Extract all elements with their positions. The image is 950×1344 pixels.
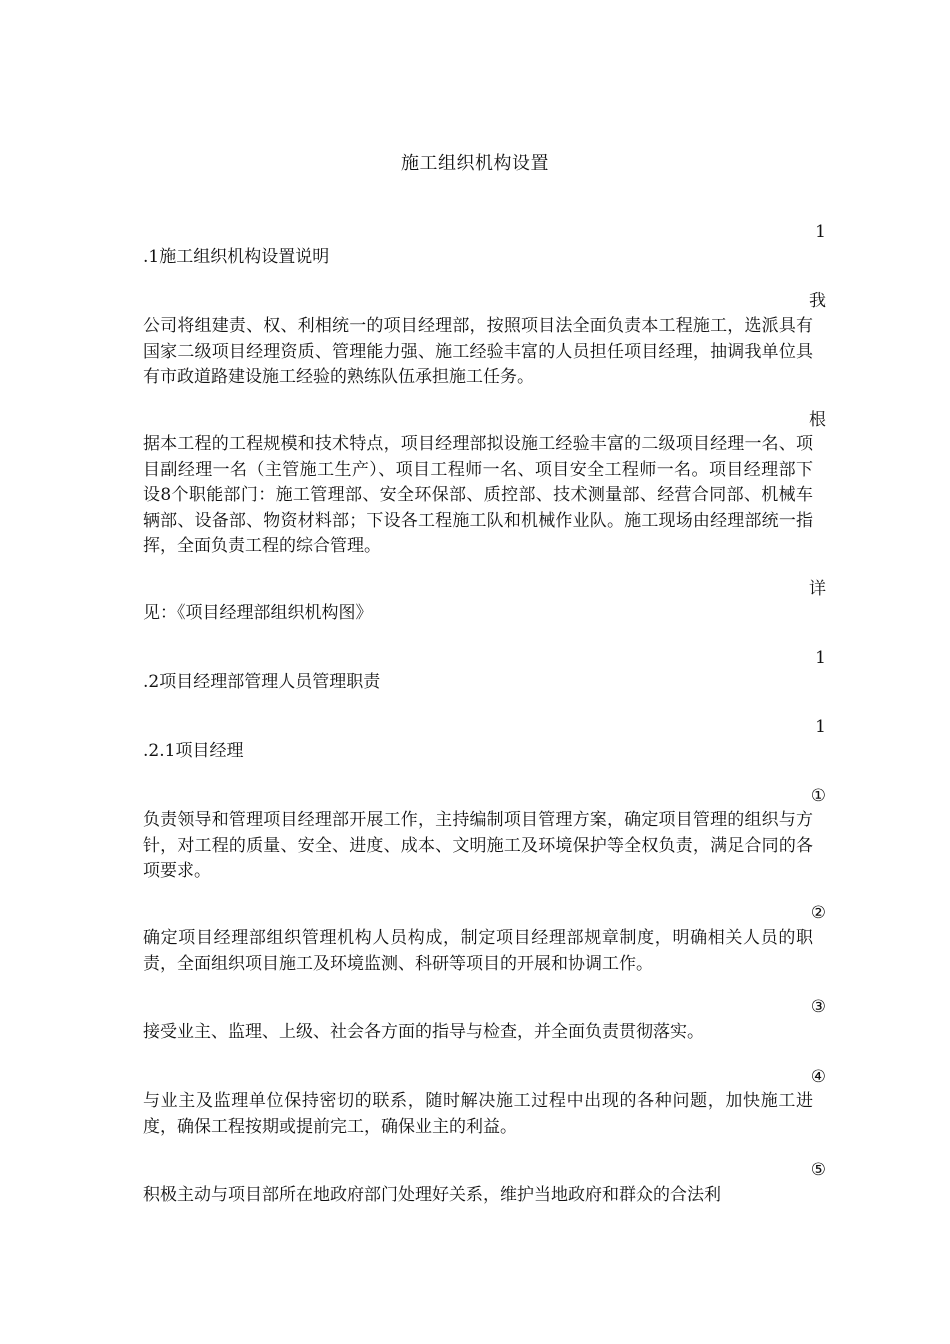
- paragraph-text: 公司将组建责、权、利相统一的项目经理部，按照项目法全面负责本工程施工，选派具有国家二级项目经理资质、管理能力强、施工经验丰富的人员担任项目经理，抽调我单位具有市政道路建设施工经验的熟练队伍承担施工任务。: [143, 316, 813, 388]
- list-item-text: 确定项目经理部组织管理机构人员构成，制定项目经理部规章制度，明确相关人员的职责，全面组织项目施工及环境监测、科研等项目的开展和协调工作。: [143, 928, 813, 974]
- list-item-marker: ③: [810, 997, 826, 1017]
- document-title: 施工组织机构设置: [401, 153, 549, 174]
- paragraph-lead-char: 我: [809, 291, 826, 311]
- paragraph-lead-char: 根: [809, 410, 826, 430]
- list-item-marker: ④: [810, 1067, 826, 1087]
- section-heading: .1施工组织机构设置说明: [143, 247, 330, 267]
- section-lead-number: 1: [815, 222, 826, 242]
- list-item-marker: ②: [810, 903, 826, 923]
- paragraph-text: 据本工程的工程规模和技术特点，项目经理部拟设施工经验丰富的二级项目经理一名、项目副经理一名（主管施工生产）、项目工程师一名、项目安全工程师一名。项目经理部下设8个职能部门：施工管理部、安全环保部、质控部、技术测量部、经营合同部、机械车辆部、设备部、物资材料部；下设各工程施工队和机械作业队。施工现场由经理部统一指挥，全面负责工程的综合管理。: [143, 434, 813, 557]
- list-item-text: 与业主及监理单位保持密切的联系，随时解决施工过程中出现的各种问题，加快施工进度，确保工程按期或提前完工，确保业主的利益。: [143, 1091, 813, 1137]
- section-heading: .2项目经理部管理人员管理职责: [143, 672, 381, 692]
- list-item-marker: ⑤: [810, 1160, 826, 1180]
- list-item-marker: ①: [810, 786, 826, 806]
- paragraph-lead-char: 详: [809, 579, 826, 599]
- list-item-text: 负责领导和管理项目经理部开展工作，主持编制项目管理方案，确定项目管理的组织与方针，对工程的质量、安全、进度、成本、文明施工及环境保护等全权负责，满足合同的各项要求。: [143, 810, 813, 882]
- section-lead-number: 1: [815, 717, 826, 737]
- list-item-text: 接受业主、监理、上级、社会各方面的指导与检查，并全面负责贯彻落实。: [143, 1022, 704, 1042]
- paragraph-text: 见：《项目经理部组织机构图》: [143, 603, 373, 623]
- section-lead-number: 1: [815, 648, 826, 668]
- subsection-heading: .2.1项目经理: [143, 741, 244, 761]
- list-item-text: 积极主动与项目部所在地政府部门处理好关系，维护当地政府和群众的合法利: [143, 1185, 721, 1205]
